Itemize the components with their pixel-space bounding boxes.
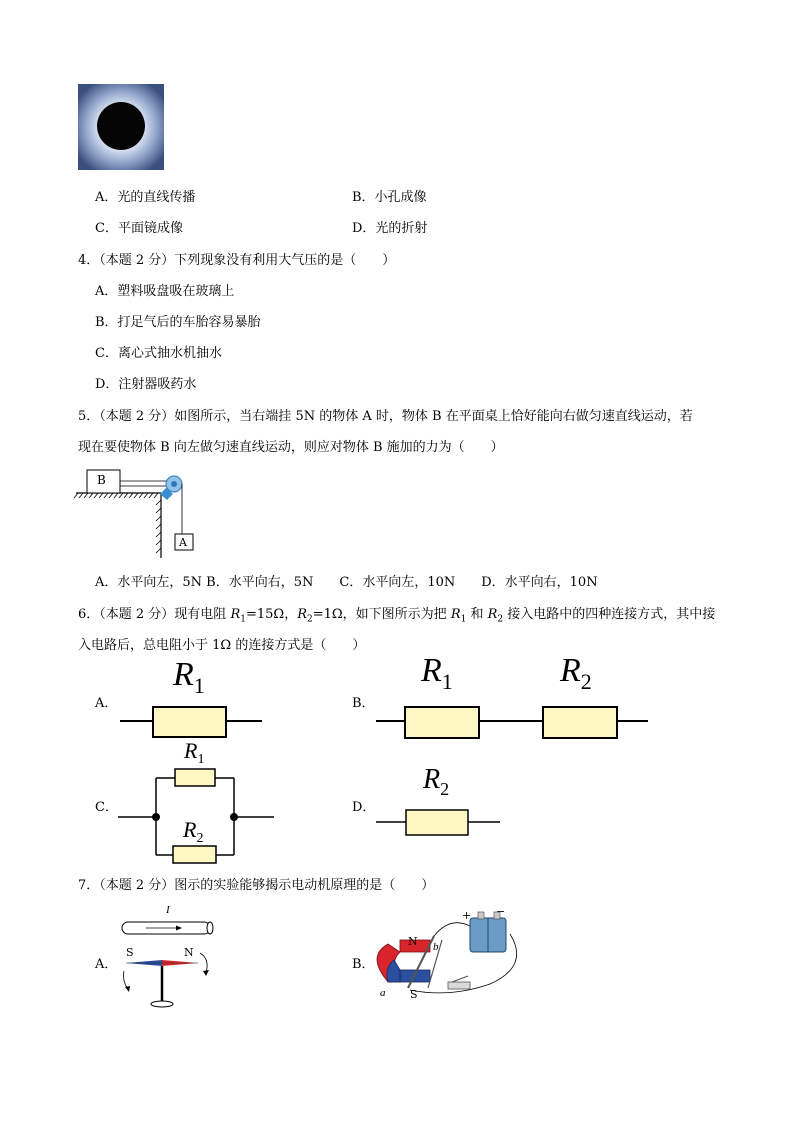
compass-n-label: N xyxy=(184,946,194,959)
battery-minus-label: − xyxy=(496,905,506,918)
q6-label-a[interactable]: A． xyxy=(95,696,118,711)
circuit-c xyxy=(118,766,274,866)
q5-options[interactable]: A．水平向左，5N B．水平向右，5N C．水平向左，10N D．水平向右，10N xyxy=(95,575,598,590)
rail-b-label: b xyxy=(433,941,439,953)
q7-label-b[interactable]: B． xyxy=(352,957,375,972)
q3-option-a[interactable]: A．光的直线传播 xyxy=(95,190,196,205)
circuit-d xyxy=(376,808,500,838)
current-label: I xyxy=(166,904,170,916)
resistor-label-r1-a: $R_1$ xyxy=(173,656,205,698)
q4-option-d[interactable]: D．注射器吸药水 xyxy=(95,377,197,392)
resistor-label-r1-b: $R_1$ xyxy=(421,652,453,694)
q6-label-c[interactable]: C． xyxy=(95,800,118,815)
resistor-label-r2-d: $R_2$ xyxy=(423,764,450,799)
circuit-b xyxy=(376,706,648,740)
magnet-s-label: S xyxy=(410,988,418,1001)
motor-experiment-figure xyxy=(370,906,526,1006)
magnet-n-label: N xyxy=(408,935,418,948)
block-b-label: B xyxy=(97,473,106,487)
q5-stem-line2: 现在要使物体 B 向左做匀速直线运动，则应对物体 B 施加的力为（ ） xyxy=(78,440,504,455)
q7-stem: 7．（本题 2 分）图示的实验能够揭示电动机原理的是（ ） xyxy=(78,878,435,893)
rail-a-label: a xyxy=(380,987,386,999)
q4-option-b[interactable]: B．打足气后的车胎容易暴胎 xyxy=(95,315,261,330)
q4-option-a[interactable]: A．塑料吸盘吸在玻璃上 xyxy=(95,284,235,299)
compass-s-label: S xyxy=(126,946,134,959)
battery-plus-label: + xyxy=(462,909,472,922)
q6-label-b[interactable]: B． xyxy=(352,696,375,711)
resistor-label-r2-c: $R_2$ xyxy=(183,817,204,846)
q3-option-c[interactable]: C．平面镜成像 xyxy=(95,221,183,236)
q6-stem-line2: 入电路后，总电阻小于 1Ω 的连接方式是（ ） xyxy=(78,638,366,653)
q3-option-b[interactable]: B．小孔成像 xyxy=(352,190,427,205)
q6-label-d[interactable]: D． xyxy=(352,800,376,815)
q4-option-c[interactable]: C．离心式抽水机抽水 xyxy=(95,346,222,361)
q4-stem: 4．（本题 2 分）下列现象没有利用大气压的是（ ） xyxy=(78,253,396,268)
q3-option-d[interactable]: D．光的折射 xyxy=(352,221,428,236)
q6-stem-line1: 6．（本题 2 分）现有电阻 $R_1=15\Omega$，$R_2=1\Omega$，如下图所示为把 $R_1$ 和 $R_2$ 接入电路中的四种连接方式，其中接 xyxy=(78,607,716,625)
oersted-experiment-figure xyxy=(118,915,218,1011)
resistor-label-r1-c: $R_1$ xyxy=(184,738,205,767)
eclipse-image xyxy=(78,84,164,170)
q5-stem-line1: 5．（本题 2 分）如图所示，当右端挂 5N 的物体 A 时，物体 B 在平面桌上恰好能向右做匀速直线运动，若 xyxy=(78,409,693,424)
resistor-label-r2-b: $R_2$ xyxy=(560,652,592,694)
q7-label-a[interactable]: A． xyxy=(95,957,118,972)
block-a-label: A xyxy=(179,536,187,549)
circuit-a xyxy=(120,706,262,740)
